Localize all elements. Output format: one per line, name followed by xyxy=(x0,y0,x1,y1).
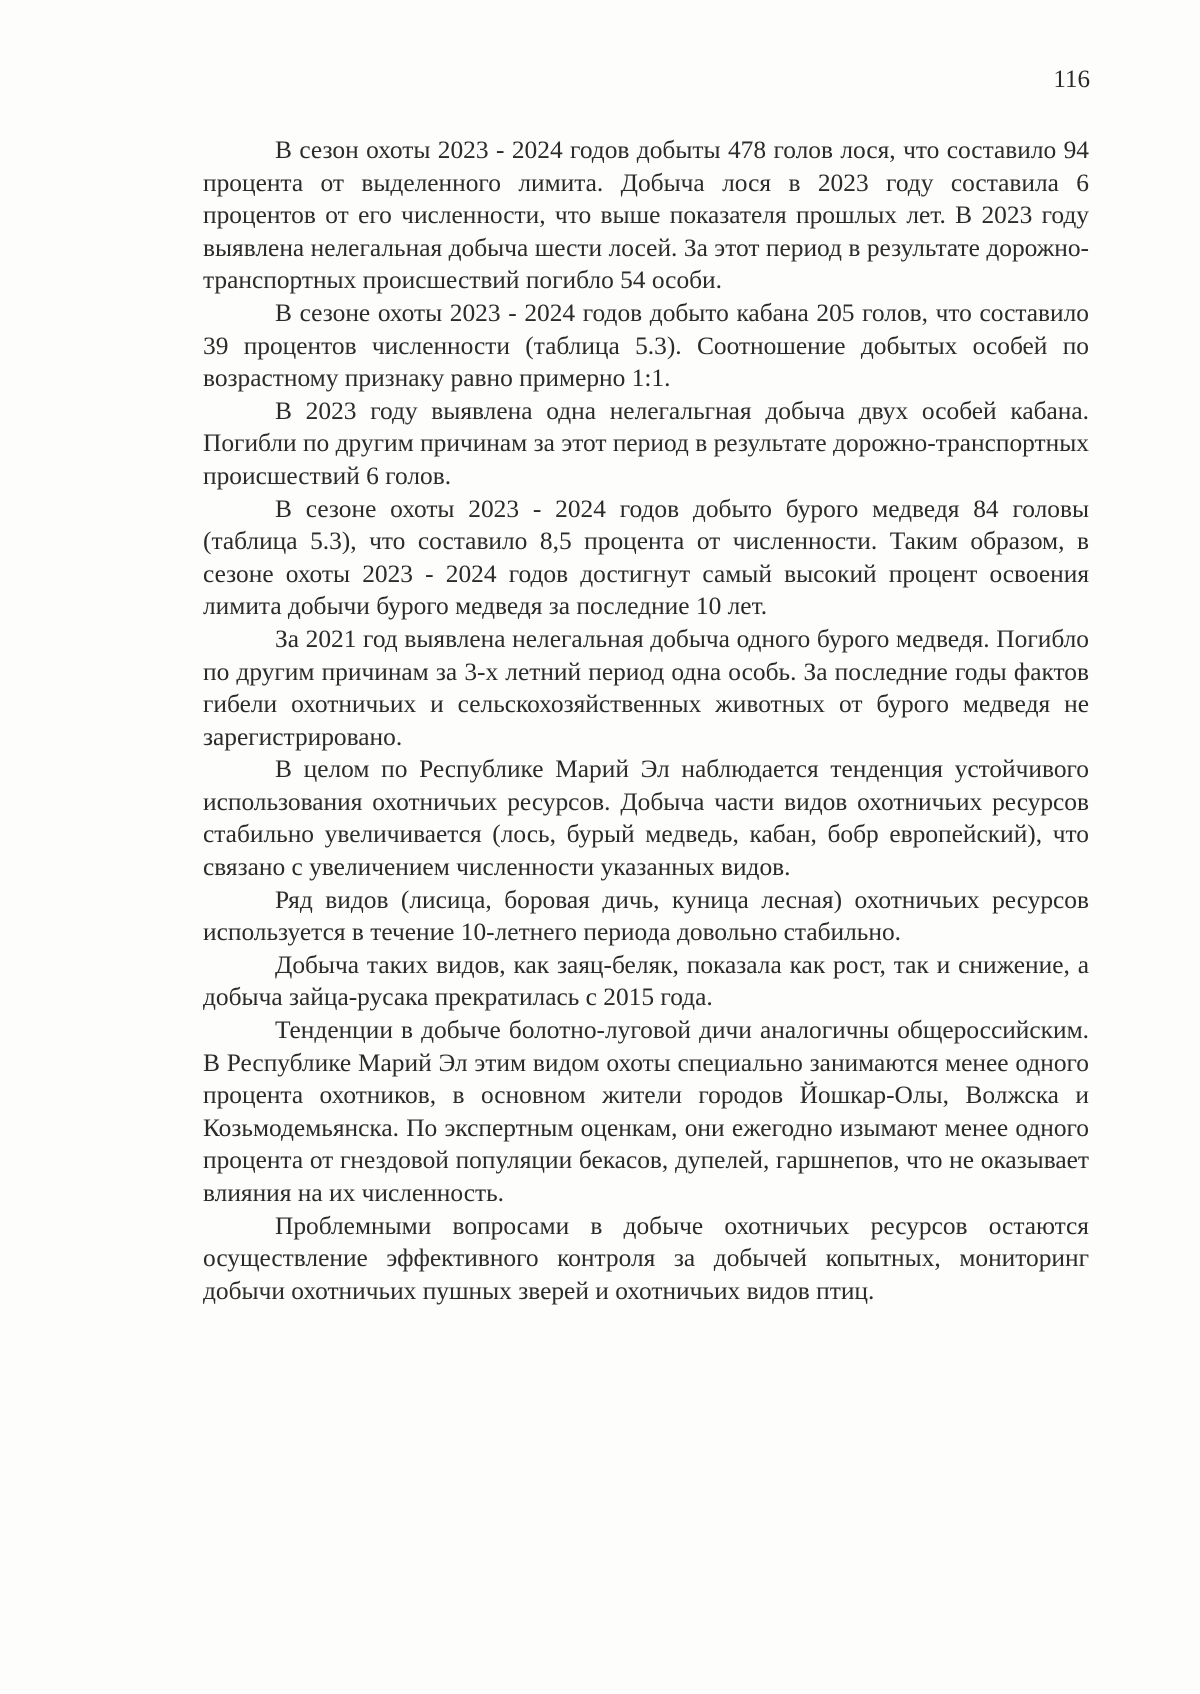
paragraph-bear-illegal: За 2021 год выявлена нелегальная добыча одного бурого медведя. Погибло по другим причинам за 3-х летний период одна особь. За последние годы фактов гибели охотничьих и сельскохозяйственных животных от бурого медведя не зарегистрировано. xyxy=(203,624,1089,751)
paragraph-boar-illegal: В 2023 году выявлена одна нелегальгная добыча двух особей кабана. Погибли по другим причинам за этот период в результате дорожно-транспортных происшествий 6 голов. xyxy=(203,396,1089,490)
paragraph-problems: Проблемными вопросами в добыче охотничьих ресурсов остаются осуществление эффективного контроля за добычей копытных, мониторинг добычи охотничьих пушных зверей и охотничьих видов птиц. xyxy=(203,1211,1089,1305)
paragraph-general-trend: В целом по Республике Марий Эл наблюдается тенденция устойчивого использования охотничьих ресурсов. Добыча части видов охотничьих ресурсов стабильно увеличивается (лось, бурый медведь, кабан, бобр европейский), что связано с увеличением численности указанных видов. xyxy=(203,755,1089,882)
paragraph-stable-species: Ряд видов (лисица, боровая дичь, куница лесная) охотничьих ресурсов используется в течение 10-летнего периода довольно стабильно. xyxy=(203,885,1089,947)
paragraph-moose-harvest: В сезон охоты 2023 - 2024 годов добыты 478 голов лося, что составило 94 процента от выделенного лимита. Добыча лося в 2023 году составила 6 процентов от его численности, что выше показателя прошлых лет. В 2023 году выявлена нелегальная добыча шести лосей. За этот период в результате дорожно-транспортных происшествий погибло 54 особи. xyxy=(203,136,1089,295)
paragraph-bear-harvest: В сезоне охоты 2023 - 2024 годов добыто бурого медведя 84 головы (таблица 5.3), что составило 8,5 процента от численности. Таким образом, в сезоне охоты 2023 - 2024 годов достигнут самый высокий процент освоения лимита добычи бурого медведя за последние 10 лет. xyxy=(203,494,1089,621)
paragraph-boar-harvest: В сезоне охоты 2023 - 2024 годов добыто кабана 205 голов, что составило 39 процентов численности (таблица 5.3). Соотношение добытых особей по возрастному признаку равно примерно 1:1. xyxy=(203,298,1089,393)
body-text xyxy=(203,134,1089,1307)
page-number: 116 xyxy=(1053,66,1090,93)
paragraph-hares: Добыча таких видов, как заяц-беляк, показала как рост, так и снижение, а добыча зайца-русака прекратилась с 2015 года. xyxy=(203,950,1089,1012)
paragraph-wetland-game: Тенденции в добыче болотно-луговой дичи аналогичны общероссийским. В Республике Марий Эл этим видом охоты специально занимаются менее одного процента охотников, в основном жители городов Йошкар-Олы, Волжска и Козьмодемьянска. По экспертным оценкам, они ежегодно изымают менее одного процента от гнездовой популяции бекасов, дупелей, гаршнепов, что не оказывает влияния на их численность. xyxy=(203,1016,1089,1207)
